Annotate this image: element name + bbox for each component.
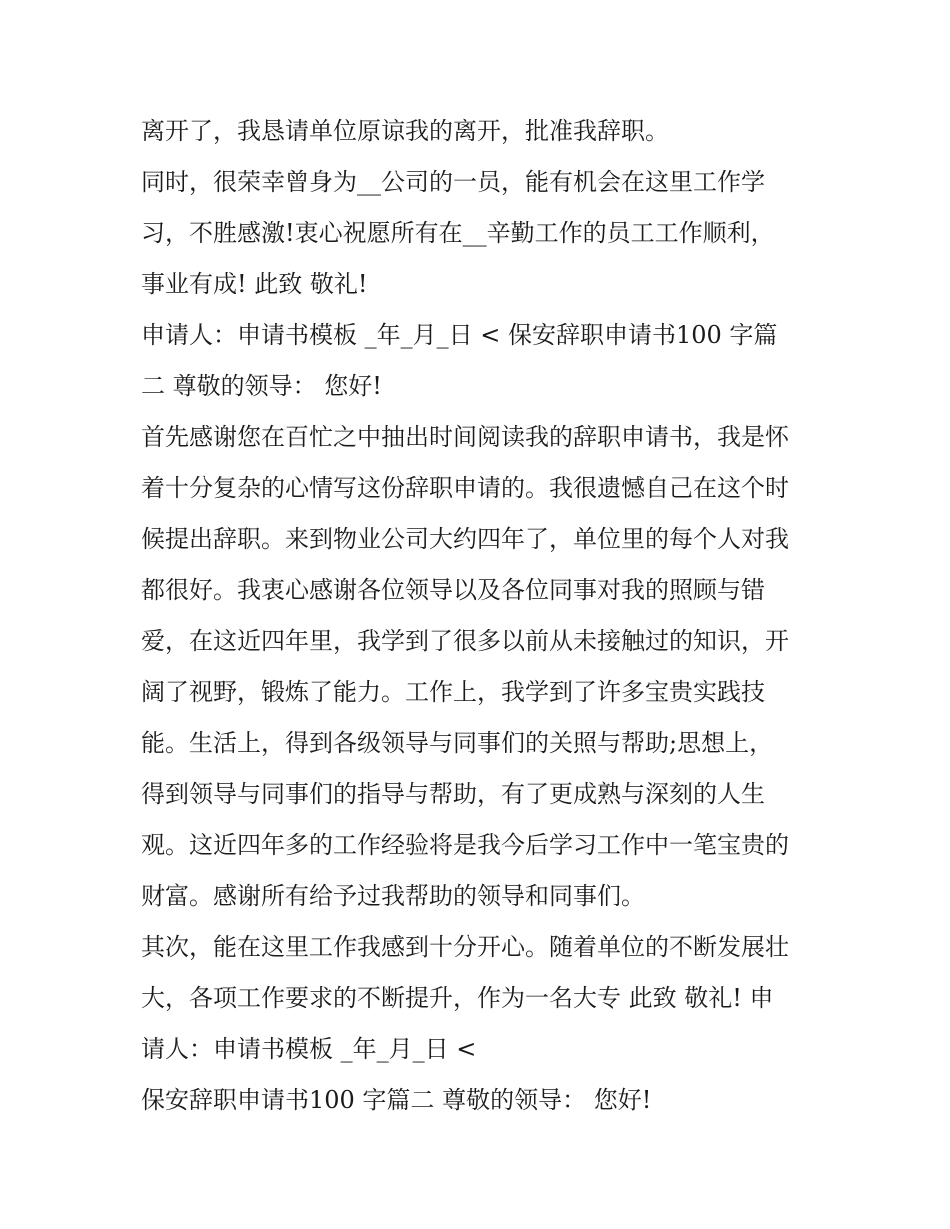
text-line: 阔了视野，锻炼了能力。工作上，我学到了许多宝贵实践技 (141, 678, 765, 706)
document-body (141, 106, 821, 1126)
text-line: 都很好。我衷心感谢各位领导以及各位同事对我的照顾与错 (141, 576, 765, 604)
text-line: 首先感谢您在百忙之中抽出时间阅读我的辞职申请书，我是怀 (141, 423, 789, 451)
text-line: 大，各项工作要求的不断提升，作为一名大专 此致 敬礼! 申 (141, 984, 774, 1012)
text-line: 请人：申请书模板 _年_月_日 < (141, 1035, 477, 1063)
text-line: 候提出辞职。来到物业公司大约四年了，单位里的每个人对我 (141, 525, 789, 553)
text-line: 得到领导与同事们的指导与帮助，有了更成熟与深刻的人生 (141, 780, 765, 808)
text-line: 二 尊敬的领导： 您好! (141, 372, 382, 400)
text-line: 离开了，我恳请单位原谅我的离开，批准我辞职。 (141, 117, 669, 145)
text-line: 着十分复杂的心情写这份辞职申请的。我很遗憾自己在这个时 (141, 474, 789, 502)
text-line: 其次，能在这里工作我感到十分开心。随着单位的不断发展壮 (141, 933, 789, 961)
text-line: 财富。感谢所有给予过我帮助的领导和同事们。 (141, 882, 645, 910)
text-line: 能。生活上，得到各级领导与同事们的关照与帮助;思想上， (141, 729, 774, 757)
text-line: 观。这近四年多的工作经验将是我今后学习工作中一笔宝贵的 (141, 831, 789, 859)
text-line: 爱，在这近四年里，我学到了很多以前从未接触过的知识，开 (141, 627, 789, 655)
text-line: 同时，很荣幸曾身为__公司的一员，能有机会在这里工作学 (141, 168, 765, 196)
text-line: 事业有成! 此致 敬礼! (141, 270, 368, 298)
text-line: 申请人：申请书模板 _年_月_日 < 保安辞职申请书100 字篇 (141, 321, 778, 349)
text-line: 保安辞职申请书100 字篇二 尊敬的领导： 您好! (141, 1086, 652, 1114)
text-line: 习，不胜感激!衷心祝愿所有在__辛勤工作的员工工作顺利， (141, 219, 775, 247)
